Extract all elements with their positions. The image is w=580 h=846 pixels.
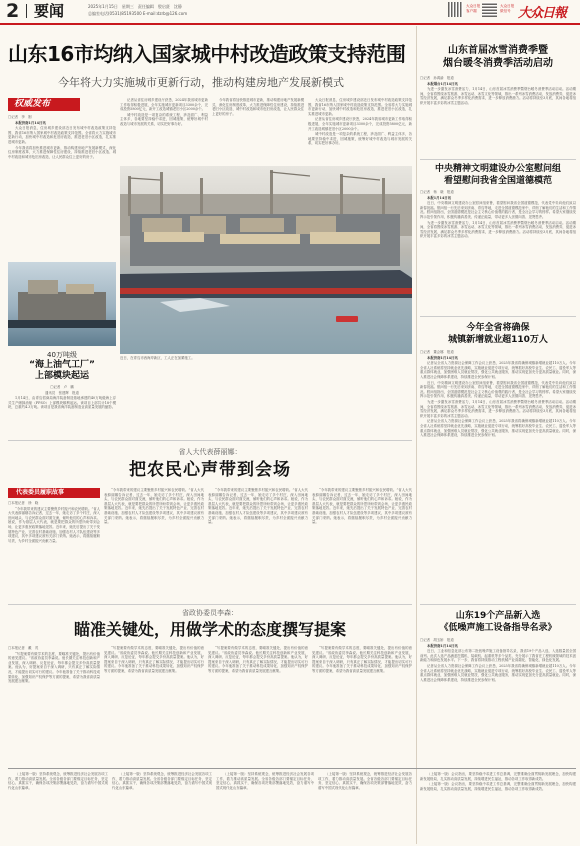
right-jobs-body: 记者从全省人力资源社会保障工作会议上获悉，2025年我省将确保城镇新增就业超110万人。今年全省人社系统将坚持就业优先战略，实施就业促进专项行动，统筹抓好高校毕业生、农民工、退役军人等重点群体就业，加强困难人员就业帮扶，强化公共就业服务，推动实现更加充分更高质量就业。同时，深入推进社会保障体系建设，持续推进全民参保计划。 <box>420 361 576 379</box>
footer-left-body-2: （上接第一版）坚持系统观念，统筹推进经济社会发展各项工作，着力推动高质量发展。全省各级各部门要锚定目标任务，坚定信心、真抓实干，确保各项决策部署落地见效，奋力谱写中国式现代化山东篇章。 <box>112 772 212 790</box>
lead-body-2: 今年我省将加快推进城市更新，推动构建房地产发展新模式，深化住房制度改革，大力推进保障性住房建设，持续推进老旧小区改造、城中村改造和城市危旧房改造，让人民群众住上更好的房子。 <box>8 145 116 159</box>
bottom-mid-col-4 <box>312 646 412 764</box>
bottom-mid-col-3 <box>208 646 308 764</box>
offshore-photo <box>8 262 116 346</box>
lead-body-3: 记者从省住房城乡建设厅获悉，2024年我省城市更新工作取得积极进展，全年实施城市更新项目3300余个，完成投资5800亿元，新开工改造城镇老旧小区2000余个。 <box>120 98 208 112</box>
right-mid-intro: 本报1月14日讯 <box>427 195 452 200</box>
right-bottom-body-2: 记者从全省人力资源社会保障工作会议上获悉，2025年我省将确保城镇新增就业超110万人。今年全省人社系统将坚持就业优先战略，实施就业促进专项行动，统筹抓好高校毕业生、农民工、退役军人等重点群体就业，加强困难人员就业帮扶，强化公共就业服务，推动实现更加充分更高质量就业。同时，深入推进社会保障体系建设，持续推进全民参保计划。 <box>420 663 576 682</box>
photo-story-title-3: 上部模块起运 <box>34 371 89 381</box>
lead-col-2 <box>120 98 208 164</box>
bottom-mid-body-3: “写提案要有做学术的态度，要瞄准关键处，提出有价值的意见建议。”省政协委员李森说。他长期关注科技创新和产业发展，深入调研、反复论证，每年都会提交多份高质量提案。他认为，好提案来自于深入调研，只有真正了解实际情况，才能提出切实可行的建议。今年他准备了关于推动科技成果转化、加强知识产权保护等方面的提案，希望为我省高质量发展建言献策。 <box>208 646 308 673</box>
right-jobs-body-3: 为进一步激发冰雪消费活力，1月14日，山东首届冰雪消费季暨烟台暖冬消费季活动启动。活动期间，全省将围绕冰雪旅游、冰雪运动、冰雪文化等领域，推出一系列冰雪消费活动，发放消费券，促进冰雪经济发展，满足群众冬季多样化消费需求，进一步释放消费潜力。活动将持续至3月底，其间各地将组织开展丰富多彩的冰雪主题活动。 <box>420 399 576 418</box>
footer-left-body-4: （上接第一版）坚持系统观念，统筹推进经济社会发展各项工作，着力推动高质量发展。全省各级各部门要锚定目标任务，坚定信心、真抓实干，确保各项决策部署落地见效，奋力谱写中国式现代化山东篇章。 <box>318 772 412 790</box>
right-jobs-title-2: 城镇新增就业超110万人 <box>448 335 548 345</box>
lead-badge-label: 权威发布 <box>14 99 51 109</box>
right-bottom-body: 近日，工业和信息化部公布第二批低噪声施工设备指导名录，我省19个产品入选，入选数量居全国前列。此次入选产品涵盖挖掘机、装载机、起重机等多个品类，充分展示了我省在工程机械领域的技术创新能力和绿色发展水平。下一步，我省将持续推动工程机械产业高端化、智能化、绿色化发展。 <box>420 649 576 663</box>
bottom-mid-headline: 瞄准关键处，用做学术的态度撰写提案 <box>73 620 346 639</box>
right-mid-headline <box>420 163 576 187</box>
footer-left-4 <box>318 772 412 842</box>
photo-story-byline: □记者 卢 鹏 <box>50 385 74 389</box>
photo-story-title-2: “海上油气工厂” <box>29 360 95 370</box>
dateline-contact: 总编室电话(0531)85193500 E-mail:dzrb@126.com <box>88 11 188 16</box>
middle-badge-label: 代表委员履职故事 <box>16 489 65 496</box>
main-column-divider <box>416 26 417 844</box>
right-mid-title-2: 看望慰问我省全国道德模范 <box>443 176 552 186</box>
middle-headline: 把农民心声带到会场 <box>129 460 291 480</box>
right-jobs-byline: □记者 董会娜 报道 <box>420 350 454 354</box>
bottom-mid-col-1 <box>8 646 100 764</box>
lead-body-4: 城中村改造是一项复杂的系统工程，涉及面广、利益主体多，各地要坚持稳中求进，因城施策，统筹好城中村改造与城市发展的关系，切实把好事办好。 <box>120 112 208 126</box>
lead-col-3 <box>212 98 304 164</box>
right-bottom-text <box>420 638 576 758</box>
footer-left-body-3: （上接第一版）坚持系统观念，统筹推进经济社会发展各项工作，着力推动高质量发展。全省各级各部门要锚定目标任务，坚定信心、真抓实干，确保各项决策部署落地见效，奋力谱写中国式现代化山东篇章。 <box>216 772 314 790</box>
qr-code-2 <box>482 2 497 17</box>
shipyard-photo <box>120 166 412 354</box>
bottom-mid-body-1: “写提案要有做学术的态度，要瞄准关键处，提出有价值的意见建议。”省政协委员李森说。他长期关注科技创新和产业发展，深入调研、反复论证，每年都会提交多份高质量提案。他认为，好提案来自于深入调研，只有真正了解实际情况，才能提出切实可行的建议。今年他准备了关于推动科技成果转化、加强知识产权保护等方面的提案，希望为我省高质量发展建言献策。 <box>8 651 100 684</box>
right-top-title-2: 烟台暖冬消费季活动启动 <box>443 58 553 69</box>
right-rule-2 <box>420 316 576 317</box>
dateline: 2025年1月15日 星期三 责任编辑 殷启贤 沈静 <box>88 4 182 9</box>
right-bottom-intro: 本报济南1月14日讯 <box>427 643 458 648</box>
offshore-illustration <box>8 262 116 346</box>
footer-left-body-1: （上接第一版）坚持系统观念，统筹推进经济社会发展各项工作，着力推动高质量发展。全省各级各部门要锚定目标任务，坚定信心、真抓实干，确保各项决策部署落地见效，奋力谱写中国式现代化山东篇章。 <box>8 772 108 790</box>
right-bottom-title-2: 《低噪声施工设备指导名录》 <box>439 623 557 633</box>
bottom-mid-body-2: “写提案要有做学术的态度，要瞄准关键处，提出有价值的意见建议。”省政协委员李森说。他长期关注科技创新和产业发展，深入调研、反复论证，每年都会提交多份高质量提案。他认为，好提案来自于深入调研，只有真正了解实际情况，才能提出切实可行的建议。今年他准备了关于推动科技成果转化、加强知识产权保护等方面的提案，希望为我省高质量发展建言献策。 <box>104 646 204 673</box>
right-mid-title-1: 中央精神文明建设办公室慰问组 <box>434 164 561 174</box>
middle-col-2 <box>104 488 204 599</box>
right-bottom-title-1: 山东19个产品新入选 <box>455 611 541 621</box>
page-number: 2 <box>6 0 20 22</box>
photo-story-title <box>8 350 116 382</box>
right-jobs-body-4: 记者从全省人力资源社会保障工作会议上获悉，2025年我省将确保城镇新增就业超110万人。今年全省人社系统将坚持就业优先战略，实施就业促进专项行动，统筹抓好高校毕业生、农民工、退役军人等重点群体就业，加强困难人员就业帮扶，强化公共就业服务，推动实现更加充分更高质量就业。同时，深入推进社会保障体系建设，持续推进全民参保计划。 <box>420 419 576 438</box>
qr-label-2: 客户端 <box>466 9 477 13</box>
middle-col-3 <box>208 488 308 599</box>
qr-label-4: 微信号 <box>500 9 511 13</box>
lead-body-1b: 大众日报消息，住房城乡建设部近日发布城中村改造政策支持范围，我省16市纳入国家城中村改造政策支持范围。全省将大力实施城市更新行动，加快城中村改造和危旧房改造，推进老旧小区改造，扎实推进城市更新。 <box>308 98 412 116</box>
right-bottom-byline: □记者 胡玉娇 报道 <box>420 638 454 642</box>
middle-body-2: “今年我带来的建议主要聚焦乡村振兴和农民增收。”省人大代表薛丽娜告诉记者，过去一年，她走访了多个村庄，深入田间地头，与农民群众面对面交流，倾听他们的心声和诉求。她说，作为基层人大代表，就是要把群众的所思所盼带到会场，让更多惠民政策落地见效。近年来，她先后提出了关于发展特色产业、完善农村基础设施、加强农村人才队伍建设等多项建议，其中多项建议被有关部门采纳。她表示，将继续履职尽责，为乡村全面振兴贡献力量。 <box>104 488 204 525</box>
footer-rule <box>8 768 576 769</box>
lead-col-1 <box>8 115 116 261</box>
right-rule-3 <box>420 604 576 605</box>
middle-body-3: “今年我带来的建议主要聚焦乡村振兴和农民增收。”省人大代表薛丽娜告诉记者，过去一年，她走访了多个村庄，深入田间地头，与农民群众面对面交流，倾听他们的心声和诉求。她说，作为基层人大代表，就是要把群众的所思所盼带到会场，让更多惠民政策落地见效。近年来，她先后提出了关于发展特色产业、完善农村基础设施、加强农村人才队伍建设等多项建议，其中多项建议被有关部门采纳。她表示，将继续履职尽责，为乡村全面振兴贡献力量。 <box>208 488 308 525</box>
right-top-title-1: 山东首届冰雪消费季暨 <box>448 45 548 56</box>
right-jobs-intro: 本报济南1月14日讯 <box>427 355 458 360</box>
masthead-logo: 大众日報 <box>518 6 567 21</box>
qr-label-3: 大众日报 <box>500 4 515 8</box>
lead-intro: 本报济南1月14日讯 <box>15 120 46 125</box>
bottom-mid-kicker: 省政协委员李森： <box>182 609 238 617</box>
right-top-text <box>420 76 576 154</box>
footer-right-body: （上接第一版）会议指出，要坚持稳中求进工作总基调，完整准确全面贯彻新发展理念，加快构建新发展格局，扎实推动高质量发展，持续增进民生福祉，推动各项工作取得新成效。 <box>420 772 576 781</box>
lead-body-4b: 城中村改造是一项复杂的系统工程，涉及面广、利益主体多，各地要坚持稳中求进，因城施策，统筹好城中村改造与城市发展的关系，切实把好事办好。 <box>308 132 412 146</box>
middle-top-rule <box>8 440 412 441</box>
section-divider <box>26 4 27 18</box>
bottom-mid-body-4: “写提案要有做学术的态度，要瞄准关键处，提出有价值的意见建议。”省政协委员李森说。他长期关注科技创新和产业发展，深入调研、反复论证，每年都会提交多份高质量提案。他认为，好提案来自于深入调研，只有真正了解实际情况，才能提出切实可行的建议。今年他准备了关于推动科技成果转化、加强知识产权保护等方面的提案，希望为我省高质量发展建言献策。 <box>312 646 412 673</box>
footer-right <box>420 772 576 842</box>
right-bottom-headline <box>420 610 576 634</box>
lead-badge <box>8 98 80 111</box>
right-top-headline <box>420 44 576 70</box>
middle-col-1 <box>8 501 100 599</box>
lead-body-2b: 今年我省将加快推进城市更新，推动构建房地产发展新模式，深化住房制度改革，大力推进保障性住房建设，持续推进老旧小区改造、城中村改造和城市危旧房改造，让人民群众住上更好的房子。 <box>212 98 304 116</box>
right-top-byline: □记者 孙鸿渝 报道 <box>420 76 454 80</box>
right-top-intro: 本报烟台1月14日讯 <box>427 81 458 86</box>
photo-story-body: 1月14日，由青岛招商局海洋装备制造基地承建的40万吨级海上浮式生产储卸油船（FPSO）上部模块顺利起运。该项目上部共计18个模块，总重约4.3万吨。该项目是我省海洋装备制造业高质量发展的缩影。 <box>8 396 116 410</box>
right-jobs-body-2: 近日，中央精神文明建设办公室慰问组来鲁，看望慰问我省全国道德模范，代表党中央向他们致以新春祝福。慰问组一行先后来到济南、青岛等地，走进全国道德模范家中，详细了解他们的生活和工作情况。慰问组指出，全国道德模范是社会主义核心价值观的践行者，是全社会学习的榜样。希望大家继续发挥示范引领作用，积极传播真善美、传递正能量，带动更多人崇德向善、见贤思齐。 <box>420 380 576 399</box>
section-title: 要闻 <box>34 2 65 20</box>
middle-badge <box>8 488 100 498</box>
lead-body-3b: 记者从省住房城乡建设厅获悉，2024年我省城市更新工作取得积极进展，全年实施城市更新项目3300余个，完成投资5800亿元，新开工改造城镇老旧小区2000余个。 <box>308 117 412 131</box>
footer-right-body-2: （上接第一版）会议指出，要坚持稳中求进工作总基调，完整准确全面贯彻新发展理念，加快构建新发展格局，扎实推动高质量发展，持续增进民生福祉，推动各项工作取得新成效。 <box>420 782 576 791</box>
right-jobs-headline <box>420 322 576 346</box>
qr-label-1: 大众日报 <box>466 4 481 8</box>
photo-story-text <box>8 385 116 437</box>
bottom-mid-top-rule <box>8 604 412 605</box>
lead-byline: □记者 李 刚 <box>8 115 32 119</box>
shipyard-illustration <box>120 166 412 354</box>
right-top-body: 为进一步激发冰雪消费活力，1月14日，山东首届冰雪消费季暨烟台暖冬消费季活动启动。活动期间，全省将围绕冰雪旅游、冰雪运动、冰雪文化等领域，推出一系列冰雪消费活动，发放消费券，促进冰雪经济发展，满足群众冬季多样化消费需求，进一步释放消费潜力。活动将持续至3月底，其间各地将组织开展丰富多彩的冰雪主题活动。 <box>420 87 576 105</box>
footer-left-1 <box>8 772 108 842</box>
photo-story-byline-2: 通讯员 张建辉 报道 <box>45 390 79 395</box>
right-jobs-text <box>420 350 576 598</box>
middle-col-4 <box>312 488 412 599</box>
right-mid-text <box>420 190 576 308</box>
shipyard-caption: 近日，在青岛市西海岸新区，工人正在加紧施工。 <box>120 356 195 360</box>
qr-code-1 <box>448 2 463 17</box>
lead-body-1: 大众日报消息，住房城乡建设部近日发布城中村改造政策支持范围，我省16市纳入国家城中村改造政策支持范围。全省将大力实施城市更新行动，加快城中村改造和危旧房改造，推进老旧小区改造，扎实推进城市更新。 <box>8 126 116 144</box>
middle-body-4: “今年我带来的建议主要聚焦乡村振兴和农民增收。”省人大代表薛丽娜告诉记者，过去一年，她走访了多个村庄，深入田间地头，与农民群众面对面交流，倾听他们的心声和诉求。她说，作为基层人大代表，就是要把群众的所思所盼带到会场，让更多惠民政策落地见效。近年来，她先后提出了关于发展特色产业、完善农村基础设施、加强农村人才队伍建设等多项建议，其中多项建议被有关部门采纳。她表示，将继续履职尽责，为乡村全面振兴贡献力量。 <box>312 488 412 525</box>
right-mid-body-2: 为进一步激发冰雪消费活力，1月14日，山东首届冰雪消费季暨烟台暖冬消费季活动启动。活动期间，全省将围绕冰雪旅游、冰雪运动、冰雪文化等领域，推出一系列冰雪消费活动，发放消费券，促进冰雪经济发展，满足群众冬季多样化消费需求，进一步释放消费潜力。活动将持续至3月底，其间各地将组织开展丰富多彩的冰雪主题活动。 <box>420 220 576 239</box>
footer-left-2 <box>112 772 212 842</box>
bottom-mid-byline: □本报记者 戴 茂 <box>8 646 39 650</box>
middle-byline: □本报记者 徐 晓 <box>8 501 39 505</box>
right-jobs-title-1: 今年全省将确保 <box>466 323 530 333</box>
bottom-mid-col-2 <box>104 646 204 764</box>
photo-story-title-1: 40万吨级 <box>47 351 77 359</box>
lead-headline: 山东16市均纳入国家城中村改造政策支持范围 <box>8 42 406 66</box>
right-mid-byline: □记者 杨 晓 报道 <box>420 190 454 194</box>
middle-body-1: “今年我带来的建议主要聚焦乡村振兴和农民增收。”省人大代表薛丽娜告诉记者，过去一年，她走访了多个村庄，深入田间地头，与农民群众面对面交流，倾听他们的心声和诉求。她说，作为基层人大代表，就是要把群众的所思所盼带到会场，让更多惠民政策落地见效。近年来，她先后提出了关于发展特色产业、完善农村基础设施、加强农村人才队伍建设等多项建议，其中多项建议被有关部门采纳。她表示，将继续履职尽责，为乡村全面振兴贡献力量。 <box>8 506 100 543</box>
lead-subheadline: 今年将大力实施城市更新行动，推动构建房地产发展新模式 <box>58 76 344 89</box>
footer-left-3 <box>216 772 314 842</box>
right-mid-body: 近日，中央精神文明建设办公室慰问组来鲁，看望慰问我省全国道德模范，代表党中央向他们致以新春祝福。慰问组一行先后来到济南、青岛等地，走进全国道德模范家中，详细了解他们的生活和工作情况。慰问组指出，全国道德模范是社会主义核心价值观的践行者，是全社会学习的榜样。希望大家继续发挥示范引领作用，积极传播真善美、传递正能量，带动更多人崇德向善、见贤思齐。 <box>420 201 576 219</box>
page-header <box>0 0 580 24</box>
header-rule <box>0 23 580 25</box>
middle-kicker: 省人大代表薛丽娜： <box>178 448 242 456</box>
right-rule-1 <box>420 159 576 160</box>
